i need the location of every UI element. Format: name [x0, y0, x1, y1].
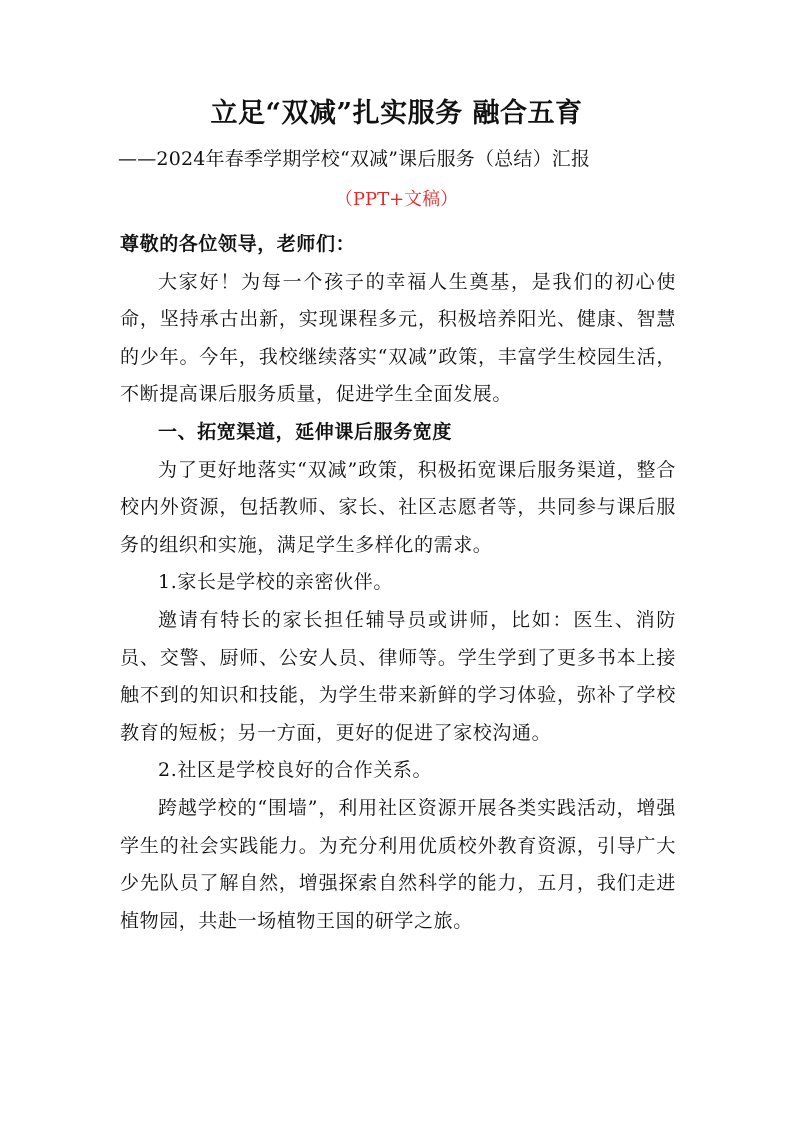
item-1-paragraph: 邀请有特长的家长担任辅导员或讲师，比如：医生、消防员、交警、厨师、公安人员、律师等。学生学到了更多书本上接触不到的知识和技能，为学生带来新鲜的学习体验，弥补了学校教育的短板；另一方面，更好的促进了家校沟通。: [120, 608, 676, 744]
item-heading-1: 1.家长是学校的亲密伙伴。: [158, 571, 393, 594]
document-body: [120, 226, 676, 940]
section-1-paragraph: 为了更好地落实“双减”政策，积极拓宽课后服务渠道，整合校内外资源，包括教师、家长、社区志愿者等，共同参与课后服务的组织和实施，满足学生多样化的需求。: [120, 458, 676, 556]
document-subtitle: ——2024年春季学期学校“双减”课后服务（总结）汇报: [118, 148, 591, 170]
salutation: 尊敬的各位领导，老师们：: [120, 233, 356, 255]
item-heading-2: 2.社区是学校良好的合作关系。: [158, 759, 433, 782]
section-heading-1: 一、拓宽渠道，延伸课后服务宽度: [158, 420, 453, 443]
item-2-paragraph: 跨越学校的“围墙”，利用社区资源开展各类实践活动，增强学生的社会实践能力。为充分利用优质校外教育资源，引导广大少先队员了解自然，增强探索自然科学的能力，五月，我们走进植物园，共赴一场植物王国的研学之旅。: [120, 796, 676, 932]
document-title: 立足“双减”扎实服务 融合五育: [210, 98, 583, 129]
format-note: （PPT+文稿）: [334, 189, 459, 210]
intro-paragraph: 大家好！为每一个孩子的幸福人生奠基，是我们的初心使命，坚持承古出新，实现课程多元，积极培养阳光、健康、智慧的少年。今年，我校继续落实“双减”政策，丰富学生校园生活，不断提高课后服务质量，促进学生全面发展。: [120, 270, 676, 406]
